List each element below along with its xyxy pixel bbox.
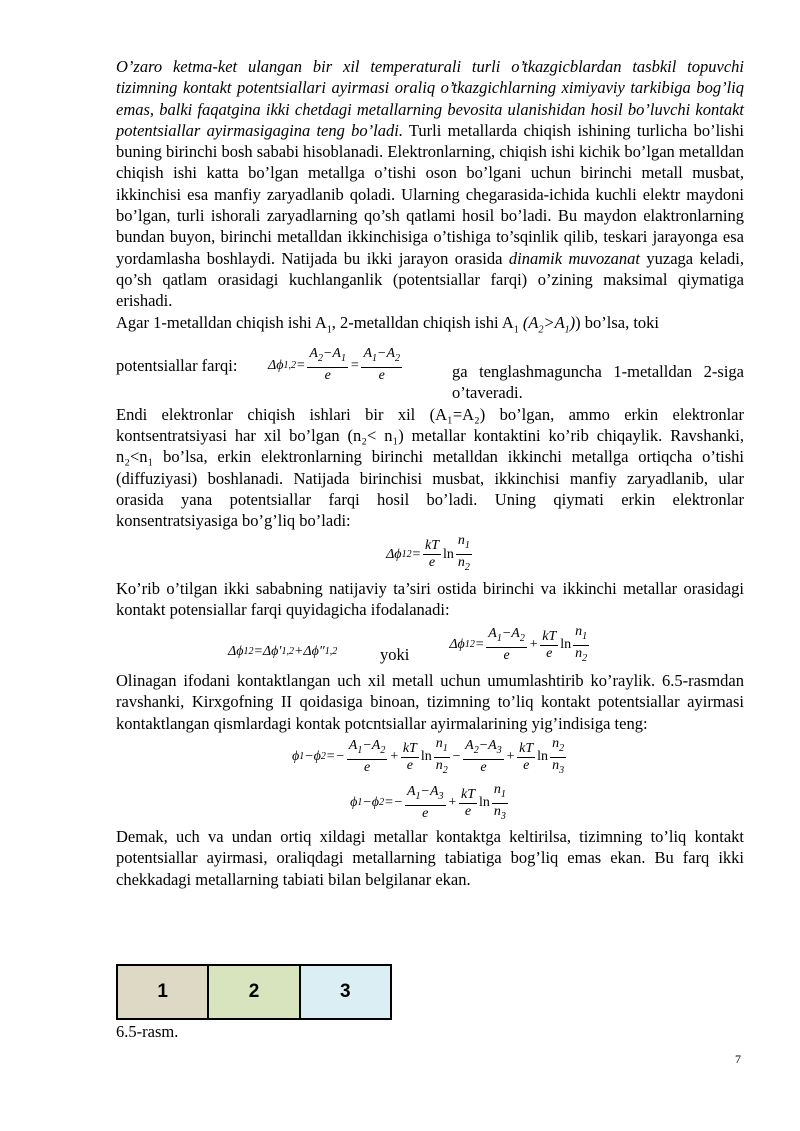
equation-3b: Δϕ 12 = $\frac{A_1-A_2}{e}$ + $\frac{kT}{e}$ ln $\frac{n_1}{n_2}$ <box>449 623 588 664</box>
paragraph-combined: Ko’rib o’tilgan ikki sababning natijaviy ta’siri ostida birinchi va ikkinchi metallar orasidagi kontakt potensiallar farqi quyidagicha ifodalanadi: <box>116 578 744 619</box>
text-potential: potentsiallar farqi: <box>116 355 238 375</box>
page-body <box>116 56 744 890</box>
text-e: ) bo’lsa, toki <box>575 312 660 332</box>
yoki-text: yoki <box>380 645 410 665</box>
text-c: (A <box>518 312 539 332</box>
equation-2: Δϕ 12 = $\frac{kT}{e}$ ln $\frac{n_1}{n_2}$ <box>386 533 470 573</box>
text-b: , 2-metalldan chiqish ishi A <box>331 312 514 332</box>
text-d: >A <box>543 312 565 332</box>
intro-text: Turli metallarda chiqish ishining turlicha bo’lishi buning birinchi bosh sababi hisoblanadi. Elektronlarning, chiqish ishi kichik bo’lgan metalldan chiqish ishi katta bo’lgan metallga o’tishi oson bo’lgani uchun birinchi metall musbat, ikkinchisi esa manfiy zaryadlanib qoladi. Ularning chegarasida-ichida kuchli elektr maydoni bo’lgan, turli ishorali zaryadlarning qo’sh qatlami hosil bo’ladi. Bu maydon elaktronlarning bundan buyon, birinchi metalldan ikkinchisiga o’tishiga to’sqinlik qilib, teskari jarayonga esa yordamlasha boshlaydi. Natijada bu ikki jarayon orasida <box>116 120 744 268</box>
dynamic-equilibrium: dinamik muvozanat <box>508 248 640 268</box>
metal-3-cell: 3 <box>301 966 390 1018</box>
equation-3a: Δϕ 12 =Δϕ′ 1,2 +Δϕ″ 1,2 <box>228 644 338 660</box>
paragraph-intro <box>116 56 744 312</box>
page-number: 7 <box>735 1052 741 1066</box>
metal-contact-figure <box>116 964 392 1020</box>
metal-1-cell: 1 <box>118 966 209 1018</box>
equation-4: ϕ 1 −ϕ 2 =− $\frac{A_1-A_2}{e}$ + $\frac{kT}{e}$ ln $\frac{n_1}{n_2}$ − $\frac{A_2-A_3}{e}$ + $\frac{kT}{e}$ ln $\frac{n_2}{n_3}$ <box>291 735 565 776</box>
paragraph-conclusion: Demak, uch va undan ortiq xildagi metallar kontaktga keltirilsa, tizimning to’liq kontakt potentsiallar ayirmasi, oraliqdagi metallarning tabiatiga bog’liq emas ekan. Bu farq ikki chekkadagi metallarning tabiati bilan belgilanar ekan. <box>116 827 744 889</box>
figure-caption: 6.5-rasm. <box>116 1022 179 1041</box>
paragraph-three-metals: Olinagan ifodani kontaktlangan uch xil metall uchun umumlashtirib ko’raylik. 6.5-rasmdan ravshanki, Kirxgofning II qoidasiga binoan, tizimning to’liq kontakt potentsiallar ayirmasi kontaktlangan qismlardagi kontak potcntsiallar ayirmalarining yig’indisiga teng: <box>116 671 744 733</box>
paragraph-concentration: Endi elektronlar chiqish ishlari bir xil (A₁=A₂) bo’lgan, ammo erkin elektronlar kontsentratsiyasi har xil bo’lgan (n₂< n₁) metallar kontaktini ko’rib chiqaylik. Ravshanki, n₂<n₁ bo’lsa, erkin elektronlarning birinchi metalldan ikkinchi metallga ortiqcha o’tishi (diffuziyasi) boshlanadi. Natijada birinchisi musbat, ikkinchisi manfiy zaryadlanib, ular orasida yana potentsiallar farqi hosil bo’ladi. Uning qiymati erkin elektronlar konsentratsiyasiga bo’g’liq bo’ladi: <box>116 404 744 531</box>
equation-1: Δϕ 1,2 = $\frac{A_2-A_1}{e}$ = $\frac{A_1-A_2}{e}$ <box>268 346 400 384</box>
metal-2-cell: 2 <box>209 966 300 1018</box>
intro-italic: O’zaro ketma-ket ulangan bir xil temperaturali turli o’tkazgicblardan tasbkil topuvchi tizimning kontakt potentsiallari ayirmasi oraliq o’tkazgichlarning ximiyaviy tarkibiga bog’liq emas, balki faqatgina ikki chetdagi metallarning bevosita ulanishidan hosil bo’luvchi kontakt potentsiallar ayirmasigagina teng bo’ladi. <box>116 57 744 140</box>
text-a: Agar 1-metalldan chiqish ishi A <box>116 312 327 332</box>
intro-end: yuzaga keladi, qo’sh qatlam orasidagi kuchlanganlik (potentsiallar farqi) o’zining maksimal qiymatiga erishadi. <box>116 248 744 311</box>
equation-5: ϕ 1 −ϕ 2 =− $\frac{A_1-A_3}{e}$ + $\frac{kT}{e}$ ln $\frac{n_1}{n_3}$ <box>350 781 506 822</box>
equation-row-3 <box>116 620 744 670</box>
paragraph-work-function: Agar 1-metalldan chiqish ishi $A_1$, 2-metalldan chiqish ishi $A_1$ $(A_2>A_1)$) bo’lsa, toki <box>116 312 660 335</box>
text-until: ga tenglashmaguncha 1-metalldan 2-siga o’taveradi. <box>452 362 744 403</box>
